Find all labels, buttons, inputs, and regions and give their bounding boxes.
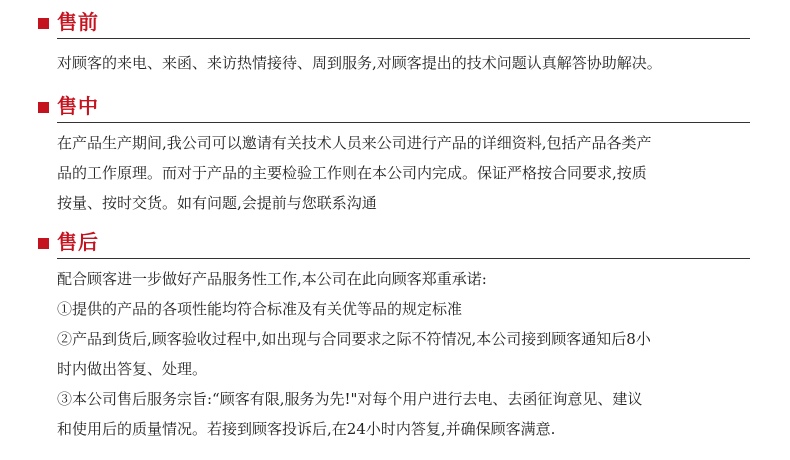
after-sale-section — [0, 226, 790, 444]
pre-sale-heading — [0, 6, 790, 40]
after-sale-heading — [0, 226, 790, 260]
after-sale-line: ②产品到货后,顾客验收过程中,如出现与合同要求之际不符情况,本公司接到顾客通知后8小 — [57, 330, 651, 348]
heading-divider — [57, 258, 750, 259]
after-sale-body — [57, 264, 750, 444]
in-sale-line: 品的工作原理。而对于产品的主要检验工作则在本公司内完成。保证严格按合同要求,按质 — [57, 164, 647, 182]
in-sale-heading — [0, 90, 790, 124]
in-sale-body — [57, 128, 750, 218]
in-sale-title: 售中 — [57, 94, 99, 118]
in-sale-line: 按量、按时交货。如有问题,会提前与您联系沟通 — [57, 194, 377, 212]
pre-sale-title: 售前 — [57, 10, 99, 34]
square-bullet-icon — [38, 102, 49, 113]
in-sale-line: 在产品生产期间,我公司可以邀请有关技术人员来公司进行产品的详细资料,包括产品各类产 — [57, 134, 652, 152]
square-bullet-icon — [38, 238, 49, 249]
after-sale-line: 时内做出答复、处理。 — [57, 360, 208, 378]
in-sale-section — [0, 90, 790, 218]
heading-divider — [57, 38, 750, 39]
after-sale-line: 配合顾客进一步做好产品服务性工作,本公司在此向顾客郑重承诺: — [57, 270, 487, 288]
after-sale-line: ③本公司售后服务宗旨:“顾客有限,服务为先!"对每个用户进行去电、去函征询意见、建议 — [57, 390, 643, 408]
pre-sale-section — [0, 6, 790, 78]
pre-sale-line: 对顾客的来电、来函、来访热情接待、周到服务,对顾客提出的技术问题认真解答协助解决。 — [57, 54, 662, 72]
square-bullet-icon — [38, 18, 49, 29]
after-sale-line: 和使用后的质量情况。若接到顾客投诉后,在24小时内答复,并确保顾客满意. — [57, 420, 556, 438]
heading-divider — [57, 122, 750, 123]
pre-sale-body — [57, 48, 750, 78]
after-sale-title: 售后 — [57, 230, 99, 254]
after-sale-line: ①提供的产品的各项性能均符合标准及有关优等品的规定标准 — [57, 300, 463, 318]
